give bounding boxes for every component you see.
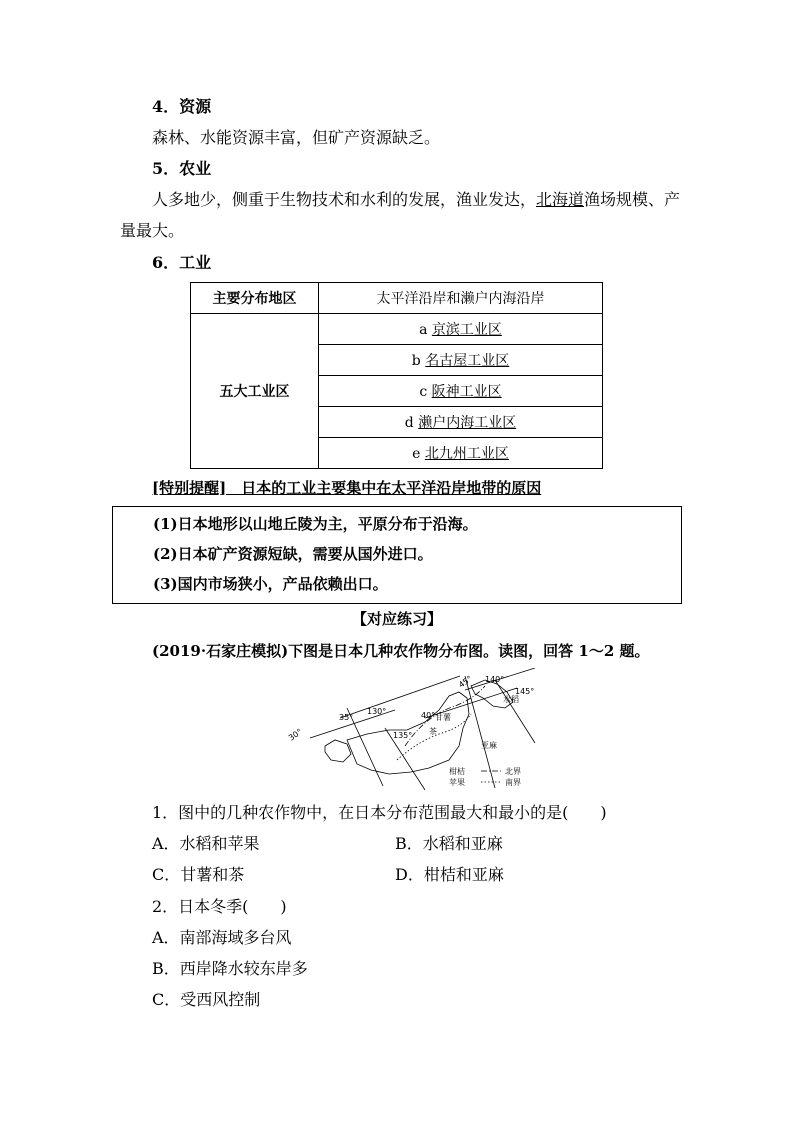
crop-distribution-map: [285, 668, 560, 793]
hokkaido-term: 北海道: [536, 190, 585, 209]
zone-b: [319, 345, 603, 376]
q1-option-d: D．柑桔和亚麻: [395, 865, 504, 884]
crop-citrus: 柑桔: [449, 767, 465, 776]
zone-e: [319, 438, 603, 469]
zone-d: [319, 407, 603, 438]
agriculture-text-a: 人多地少，侧重于生物技术和水利的发展，渔业发达，: [152, 190, 537, 209]
q2-option-b: B．西岸降水较东岸多: [152, 959, 308, 978]
crop-rice: 水稻: [503, 695, 519, 704]
zone-name: 京滨工业区: [431, 322, 502, 338]
legend-south-label: 南界: [505, 778, 521, 787]
q2-option-a: A．南部海域多台风: [152, 928, 292, 947]
q1-option-c: C．甘薯和茶: [152, 865, 245, 884]
crop-tea: 茶: [429, 727, 437, 736]
crop-flax: 亚麻: [481, 741, 497, 750]
zone-letter: a: [419, 322, 432, 338]
agriculture-heading: 5．农业: [152, 159, 212, 178]
lon-label-135: 135°: [393, 731, 413, 740]
tip-item-1: (1)日本地形以山地丘陵为主，平原分布于沿海。: [153, 515, 478, 533]
zone-name: 名古屋工业区: [425, 353, 510, 369]
tip-item-2: (2)日本矿产资源短缺，需要从国外进口。: [153, 545, 433, 563]
agriculture-text-line2: 量最大。: [120, 221, 185, 240]
tip-box: [112, 506, 682, 604]
agriculture-text-b: 渔场规模、产: [584, 190, 681, 209]
zone-letter: e: [412, 446, 425, 462]
lat-label-45: 45°: [456, 674, 474, 690]
five-zones-label: 五大工业区: [191, 314, 319, 469]
table-header-coast: 太平洋沿岸和濑户内海沿岸: [319, 283, 603, 314]
q1-option-a: A．水稻和苹果: [152, 834, 260, 853]
lon-label-140: 140°: [485, 675, 505, 684]
q1-option-b: B．水稻和亚麻: [395, 834, 503, 853]
lat-label-35: 35°: [339, 713, 354, 722]
zone-letter: c: [419, 384, 432, 400]
lat-label-30: 30°: [286, 727, 304, 743]
kyushu-coast: [325, 740, 351, 762]
crop-apple: 苹果: [449, 778, 465, 787]
agriculture-text-line1: [152, 190, 680, 210]
industry-table: [190, 282, 603, 469]
table-header-region: 主要分布地区: [191, 283, 319, 314]
resources-text: 森林、水能资源丰富，但矿产资源缺乏。: [152, 128, 441, 147]
practice-title: 【对应练习】: [351, 610, 442, 628]
industry-heading: 6．工业: [152, 253, 212, 272]
lat-label-40: 40°: [421, 711, 436, 720]
zone-letter: b: [411, 353, 426, 369]
resources-heading: 4．资源: [152, 97, 212, 116]
crop-sweetpotato: 甘薯: [435, 713, 451, 722]
zone-c: [319, 376, 603, 407]
legend-north-label: 北界: [505, 767, 521, 776]
zone-a: [319, 314, 603, 345]
q2-option-c: C．受西风控制: [152, 990, 261, 1009]
question-1-stem: 1．图中的几种农作物中，在日本分布范围最大和最小的是( ): [152, 803, 607, 822]
question-2-stem: 2．日本冬季( ): [152, 897, 287, 916]
zone-name: 阪神工业区: [431, 384, 502, 400]
latitude-35-line: [340, 676, 460, 718]
lon-label-145: 145°: [515, 687, 535, 696]
tip-item-3: (3)国内市场狭小，产品依赖出口。: [153, 575, 388, 593]
longitude-140-line: [465, 676, 495, 788]
tip-title: [特别提醒] 日本的工业主要集中在太平洋沿岸地带的原因: [152, 479, 542, 497]
lon-label-130: 130°: [367, 707, 387, 716]
practice-intro: (2019·石家庄模拟)下图是日本几种农作物分布图。读图，回答 1～2 题。: [152, 642, 650, 660]
zone-name: 濑户内海工业区: [418, 415, 517, 431]
zone-name: 北九州工业区: [424, 446, 509, 462]
zone-letter: d: [404, 415, 419, 431]
